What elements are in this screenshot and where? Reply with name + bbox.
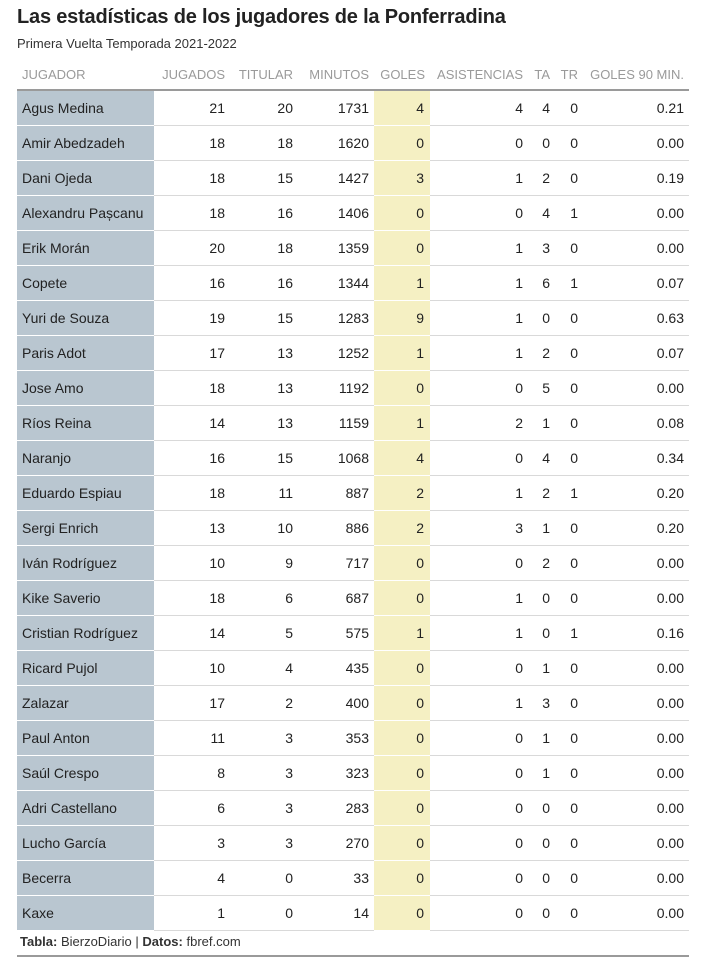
cell-ta: 1 <box>528 756 555 791</box>
cell-minutos: 270 <box>298 826 374 861</box>
cell-jugados: 18 <box>154 126 230 161</box>
cell-ta: 0 <box>528 826 555 861</box>
cell-ta: 1 <box>528 651 555 686</box>
cell-asistencias: 4 <box>430 90 528 126</box>
cell-jugador: Paris Adot <box>17 336 154 371</box>
cell-goles: 2 <box>374 476 430 511</box>
cell-goles: 2 <box>374 511 430 546</box>
table-row <box>17 511 689 546</box>
table-row <box>17 721 689 756</box>
column-header-goles-90: GOLES 90 MIN. <box>583 59 689 90</box>
cell-jugador: Yuri de Souza <box>17 301 154 336</box>
cell-tr: 0 <box>555 651 583 686</box>
cell-jugados: 14 <box>154 616 230 651</box>
table-row <box>17 371 689 406</box>
cell-asistencias: 0 <box>430 756 528 791</box>
cell-minutos: 400 <box>298 686 374 721</box>
cell-titular: 6 <box>230 581 298 616</box>
cell-ta: 0 <box>528 126 555 161</box>
cell-asistencias: 0 <box>430 126 528 161</box>
cell-asistencias: 0 <box>430 441 528 476</box>
cell-jugados: 8 <box>154 756 230 791</box>
cell-tr: 0 <box>555 231 583 266</box>
cell-tr: 0 <box>555 791 583 826</box>
cell-minutos: 283 <box>298 791 374 826</box>
footer-divider <box>17 955 689 957</box>
cell-asistencias: 0 <box>430 826 528 861</box>
cell-titular: 15 <box>230 301 298 336</box>
cell-titular: 18 <box>230 231 298 266</box>
cell-titular: 11 <box>230 476 298 511</box>
table-row <box>17 686 689 721</box>
cell-jugador: Kike Saverio <box>17 581 154 616</box>
cell-tr: 0 <box>555 896 583 931</box>
table-subtitle: Primera Vuelta Temporada 2021-2022 <box>17 36 237 51</box>
cell-titular: 3 <box>230 721 298 756</box>
column-header-jugados: JUGADOS <box>154 59 230 90</box>
cell-goles: 0 <box>374 721 430 756</box>
cell-ta: 0 <box>528 581 555 616</box>
cell-jugados: 17 <box>154 686 230 721</box>
cell-jugador: Kaxe <box>17 896 154 931</box>
cell-minutos: 1068 <box>298 441 374 476</box>
cell-goles: 0 <box>374 756 430 791</box>
cell-jugador: Jose Amo <box>17 371 154 406</box>
table-row <box>17 161 689 196</box>
cell-goles-90: 0.07 <box>583 266 689 301</box>
cell-goles-90: 0.16 <box>583 616 689 651</box>
cell-asistencias: 1 <box>430 301 528 336</box>
cell-goles-90: 0.20 <box>583 476 689 511</box>
cell-minutos: 886 <box>298 511 374 546</box>
cell-goles: 9 <box>374 301 430 336</box>
cell-minutos: 887 <box>298 476 374 511</box>
cell-ta: 4 <box>528 90 555 126</box>
cell-asistencias: 0 <box>430 546 528 581</box>
cell-goles: 4 <box>374 90 430 126</box>
table-row <box>17 616 689 651</box>
cell-jugados: 18 <box>154 196 230 231</box>
cell-ta: 4 <box>528 441 555 476</box>
cell-tr: 0 <box>555 90 583 126</box>
cell-minutos: 1427 <box>298 161 374 196</box>
cell-jugados: 1 <box>154 896 230 931</box>
table-row <box>17 231 689 266</box>
cell-goles: 0 <box>374 861 430 896</box>
cell-jugador: Copete <box>17 266 154 301</box>
cell-jugados: 11 <box>154 721 230 756</box>
cell-ta: 3 <box>528 686 555 721</box>
cell-jugados: 17 <box>154 336 230 371</box>
cell-tr: 0 <box>555 511 583 546</box>
cell-titular: 0 <box>230 896 298 931</box>
cell-goles-90: 0.21 <box>583 90 689 126</box>
cell-ta: 3 <box>528 231 555 266</box>
cell-tr: 0 <box>555 441 583 476</box>
cell-goles: 0 <box>374 651 430 686</box>
cell-asistencias: 1 <box>430 581 528 616</box>
footer-separator: | <box>135 934 139 949</box>
cell-tr: 0 <box>555 581 583 616</box>
cell-tr: 0 <box>555 826 583 861</box>
cell-titular: 4 <box>230 651 298 686</box>
cell-minutos: 1344 <box>298 266 374 301</box>
cell-ta: 1 <box>528 511 555 546</box>
table-row <box>17 861 689 896</box>
cell-titular: 13 <box>230 336 298 371</box>
cell-minutos: 1731 <box>298 90 374 126</box>
cell-minutos: 14 <box>298 896 374 931</box>
cell-titular: 15 <box>230 441 298 476</box>
cell-tr: 0 <box>555 301 583 336</box>
cell-jugador: Paul Anton <box>17 721 154 756</box>
cell-minutos: 1252 <box>298 336 374 371</box>
cell-asistencias: 0 <box>430 651 528 686</box>
cell-titular: 9 <box>230 546 298 581</box>
cell-jugados: 20 <box>154 231 230 266</box>
cell-ta: 2 <box>528 476 555 511</box>
cell-jugados: 21 <box>154 90 230 126</box>
cell-titular: 2 <box>230 686 298 721</box>
cell-jugados: 6 <box>154 791 230 826</box>
cell-tr: 1 <box>555 266 583 301</box>
cell-asistencias: 1 <box>430 266 528 301</box>
table-row <box>17 896 689 931</box>
cell-ta: 4 <box>528 196 555 231</box>
cell-jugados: 10 <box>154 651 230 686</box>
cell-titular: 16 <box>230 266 298 301</box>
cell-titular: 16 <box>230 196 298 231</box>
cell-ta: 2 <box>528 161 555 196</box>
cell-jugador: Lucho García <box>17 826 154 861</box>
table-row <box>17 581 689 616</box>
cell-jugados: 19 <box>154 301 230 336</box>
cell-jugador: Eduardo Espiau <box>17 476 154 511</box>
cell-ta: 1 <box>528 406 555 441</box>
cell-goles-90: 0.00 <box>583 791 689 826</box>
cell-jugador: Adri Castellano <box>17 791 154 826</box>
cell-goles-90: 0.00 <box>583 126 689 161</box>
table-row <box>17 791 689 826</box>
cell-minutos: 353 <box>298 721 374 756</box>
cell-goles: 0 <box>374 371 430 406</box>
cell-jugados: 4 <box>154 861 230 896</box>
table-row <box>17 546 689 581</box>
cell-minutos: 1192 <box>298 371 374 406</box>
cell-tr: 0 <box>555 126 583 161</box>
table-title: Las estadísticas de los jugadores de la Ponferradina <box>17 6 506 28</box>
cell-jugador: Naranjo <box>17 441 154 476</box>
cell-jugador: Ricard Pujol <box>17 651 154 686</box>
table-row <box>17 406 689 441</box>
table-row <box>17 826 689 861</box>
cell-minutos: 1159 <box>298 406 374 441</box>
cell-asistencias: 1 <box>430 161 528 196</box>
cell-goles-90: 0.07 <box>583 336 689 371</box>
cell-goles-90: 0.08 <box>583 406 689 441</box>
footer-table-label: Tabla: <box>20 934 58 949</box>
cell-goles: 0 <box>374 581 430 616</box>
cell-minutos: 1406 <box>298 196 374 231</box>
cell-goles-90: 0.00 <box>583 861 689 896</box>
cell-titular: 10 <box>230 511 298 546</box>
cell-ta: 1 <box>528 721 555 756</box>
cell-minutos: 1620 <box>298 126 374 161</box>
column-header-titular: TITULAR <box>230 59 298 90</box>
cell-goles: 1 <box>374 336 430 371</box>
cell-asistencias: 0 <box>430 896 528 931</box>
cell-jugador: Cristian Rodríguez <box>17 616 154 651</box>
cell-jugados: 13 <box>154 511 230 546</box>
table-row <box>17 441 689 476</box>
cell-tr: 0 <box>555 161 583 196</box>
cell-jugador: Saúl Crespo <box>17 756 154 791</box>
cell-jugador: Zalazar <box>17 686 154 721</box>
cell-tr: 0 <box>555 861 583 896</box>
cell-goles-90: 0.00 <box>583 231 689 266</box>
cell-asistencias: 0 <box>430 721 528 756</box>
cell-goles-90: 0.00 <box>583 371 689 406</box>
column-header-ta: TA <box>528 59 555 90</box>
cell-tr: 0 <box>555 336 583 371</box>
cell-ta: 6 <box>528 266 555 301</box>
cell-goles: 4 <box>374 441 430 476</box>
cell-jugados: 10 <box>154 546 230 581</box>
cell-goles: 3 <box>374 161 430 196</box>
cell-titular: 3 <box>230 791 298 826</box>
cell-asistencias: 3 <box>430 511 528 546</box>
column-header-minutos: MINUTOS <box>298 59 374 90</box>
cell-goles-90: 0.00 <box>583 546 689 581</box>
cell-asistencias: 2 <box>430 406 528 441</box>
cell-goles: 0 <box>374 791 430 826</box>
footer-data-value: fbref.com <box>186 934 241 949</box>
cell-goles-90: 0.00 <box>583 651 689 686</box>
table-row <box>17 196 689 231</box>
cell-asistencias: 1 <box>430 231 528 266</box>
cell-jugador: Iván Rodríguez <box>17 546 154 581</box>
cell-goles-90: 0.00 <box>583 196 689 231</box>
table-row <box>17 336 689 371</box>
cell-goles-90: 0.00 <box>583 896 689 931</box>
cell-titular: 18 <box>230 126 298 161</box>
cell-goles-90: 0.00 <box>583 756 689 791</box>
cell-asistencias: 0 <box>430 861 528 896</box>
cell-asistencias: 1 <box>430 336 528 371</box>
cell-ta: 0 <box>528 301 555 336</box>
footer-table-value: BierzoDiario <box>60 934 132 949</box>
table-row <box>17 90 689 126</box>
cell-asistencias: 1 <box>430 686 528 721</box>
table-row <box>17 266 689 301</box>
cell-goles-90: 0.19 <box>583 161 689 196</box>
cell-asistencias: 1 <box>430 476 528 511</box>
cell-jugados: 18 <box>154 371 230 406</box>
column-header-tr: TR <box>555 59 583 90</box>
table-row <box>17 126 689 161</box>
cell-tr: 1 <box>555 616 583 651</box>
cell-tr: 0 <box>555 686 583 721</box>
cell-tr: 0 <box>555 721 583 756</box>
table-body <box>17 90 689 931</box>
cell-jugados: 18 <box>154 161 230 196</box>
cell-goles-90: 0.20 <box>583 511 689 546</box>
cell-titular: 15 <box>230 161 298 196</box>
cell-asistencias: 1 <box>430 616 528 651</box>
cell-goles: 0 <box>374 826 430 861</box>
cell-minutos: 323 <box>298 756 374 791</box>
cell-minutos: 435 <box>298 651 374 686</box>
cell-titular: 20 <box>230 90 298 126</box>
cell-jugador: Sergi Enrich <box>17 511 154 546</box>
cell-jugados: 18 <box>154 581 230 616</box>
cell-tr: 0 <box>555 406 583 441</box>
cell-asistencias: 0 <box>430 196 528 231</box>
column-header-goles: GOLES <box>374 59 430 90</box>
cell-minutos: 1283 <box>298 301 374 336</box>
cell-goles: 1 <box>374 616 430 651</box>
footer-data-label: Datos: <box>142 934 183 949</box>
cell-tr: 1 <box>555 196 583 231</box>
cell-jugador: Agus Medina <box>17 90 154 126</box>
cell-minutos: 1359 <box>298 231 374 266</box>
cell-titular: 3 <box>230 756 298 791</box>
cell-jugados: 14 <box>154 406 230 441</box>
cell-titular: 0 <box>230 861 298 896</box>
cell-jugador: Alexandru Pașcanu <box>17 196 154 231</box>
cell-titular: 5 <box>230 616 298 651</box>
cell-titular: 3 <box>230 826 298 861</box>
cell-jugados: 18 <box>154 476 230 511</box>
cell-tr: 1 <box>555 476 583 511</box>
cell-ta: 0 <box>528 791 555 826</box>
cell-ta: 0 <box>528 616 555 651</box>
table-row <box>17 651 689 686</box>
cell-goles: 0 <box>374 126 430 161</box>
cell-ta: 0 <box>528 861 555 896</box>
player-stats-table <box>17 59 689 931</box>
cell-ta: 2 <box>528 546 555 581</box>
cell-jugados: 16 <box>154 441 230 476</box>
cell-goles-90: 0.63 <box>583 301 689 336</box>
cell-asistencias: 0 <box>430 791 528 826</box>
cell-jugados: 3 <box>154 826 230 861</box>
cell-goles: 0 <box>374 896 430 931</box>
cell-jugador: Amir Abedzadeh <box>17 126 154 161</box>
cell-goles: 0 <box>374 686 430 721</box>
cell-jugador: Erik Morán <box>17 231 154 266</box>
cell-tr: 0 <box>555 371 583 406</box>
cell-asistencias: 0 <box>430 371 528 406</box>
cell-tr: 0 <box>555 546 583 581</box>
column-header-jugador: JUGADOR <box>17 59 154 90</box>
cell-goles: 0 <box>374 196 430 231</box>
header-row <box>17 59 689 90</box>
cell-tr: 0 <box>555 756 583 791</box>
cell-jugador: Ríos Reina <box>17 406 154 441</box>
cell-ta: 5 <box>528 371 555 406</box>
cell-goles: 1 <box>374 406 430 441</box>
cell-jugador: Becerra <box>17 861 154 896</box>
cell-titular: 13 <box>230 371 298 406</box>
cell-goles-90: 0.34 <box>583 441 689 476</box>
table-row <box>17 476 689 511</box>
cell-minutos: 575 <box>298 616 374 651</box>
cell-jugados: 16 <box>154 266 230 301</box>
cell-goles: 1 <box>374 266 430 301</box>
column-header-asistencias: ASISTENCIAS <box>430 59 528 90</box>
cell-minutos: 33 <box>298 861 374 896</box>
table-row <box>17 756 689 791</box>
table-footer <box>20 934 241 949</box>
cell-goles: 0 <box>374 546 430 581</box>
cell-minutos: 717 <box>298 546 374 581</box>
cell-jugador: Dani Ojeda <box>17 161 154 196</box>
cell-goles-90: 0.00 <box>583 826 689 861</box>
cell-titular: 13 <box>230 406 298 441</box>
cell-goles-90: 0.00 <box>583 581 689 616</box>
cell-goles: 0 <box>374 231 430 266</box>
cell-ta: 0 <box>528 896 555 931</box>
cell-goles-90: 0.00 <box>583 686 689 721</box>
cell-minutos: 687 <box>298 581 374 616</box>
cell-ta: 2 <box>528 336 555 371</box>
table-row <box>17 301 689 336</box>
cell-goles-90: 0.00 <box>583 721 689 756</box>
